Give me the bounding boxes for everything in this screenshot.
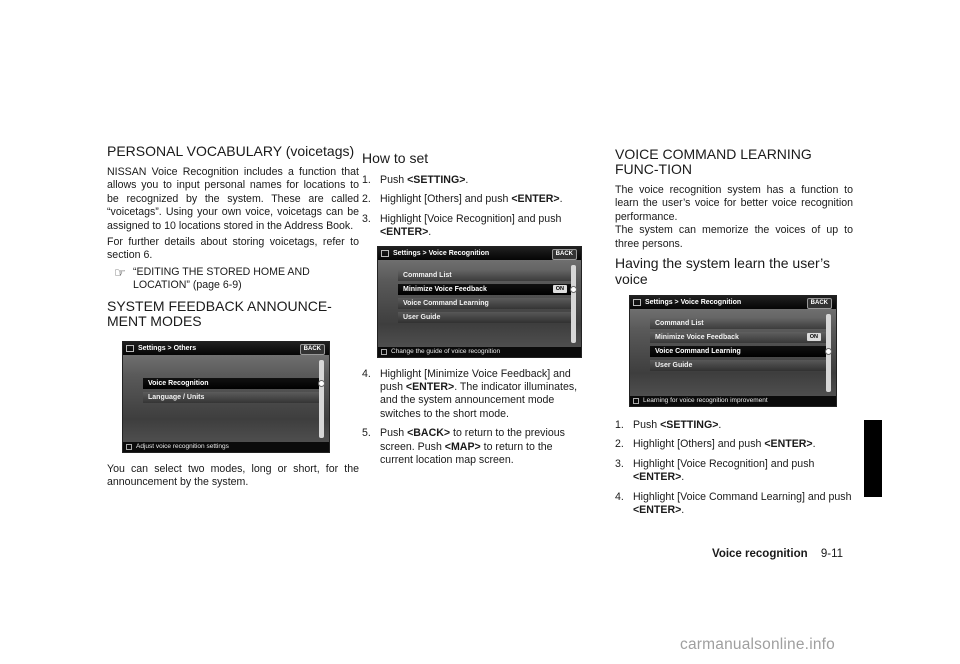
section-name: Voice recognition: [712, 548, 808, 560]
key-map: <MAP>: [444, 440, 481, 453]
screen-footer: [630, 396, 836, 406]
key-setting: <SETTING>: [407, 174, 466, 186]
menu-item-minimize-voice-feedback[interactable]: Minimize Voice Feedback ON: [650, 332, 827, 343]
key-enter: <ENTER>: [633, 471, 682, 484]
paragraph-details: For further details about storing voicetags, refer to section 6.: [107, 236, 359, 262]
heading-personal-vocabulary: PERSONAL VOCABULARY (voicetags): [107, 143, 355, 159]
screen-header: [630, 296, 836, 309]
cross-reference-text: “EDITING THE STORED HOME AND LOCATION” (page 6-9): [133, 265, 310, 292]
menu-item-voice-command-learning[interactable]: Voice Command Learning: [398, 298, 573, 309]
key-enter: <ENTER>: [764, 438, 813, 451]
menu-item-user-guide[interactable]: User Guide: [650, 360, 827, 371]
step-1: 1. Push <SETTING>.: [362, 174, 469, 186]
scrollbar[interactable]: [571, 265, 576, 343]
screen-footer-text: Learning for voice recognition improvement: [643, 397, 768, 405]
key-enter: <ENTER>: [511, 193, 560, 206]
steps-list-learning: [615, 419, 853, 517]
watermark: carmanualsonline.info: [680, 636, 835, 653]
on-indicator: ON: [807, 333, 821, 341]
cross-reference: [107, 266, 359, 293]
screenshot-voice-command-learning: [629, 295, 837, 407]
step-1: 1. Push <SETTING>.: [615, 419, 722, 432]
info-icon: [126, 444, 132, 450]
page-number: 9-11: [820, 548, 844, 560]
paragraph-learning-function: The voice recognition system has a function to learn the user’s voice for better voice recognition performance.: [615, 184, 853, 223]
info-icon: [633, 398, 639, 404]
column-right: [615, 147, 853, 523]
key-enter: <ENTER>: [633, 504, 682, 517]
heading-learn-voice: Having the system learn the user’s voice: [615, 255, 831, 288]
menu-item-command-list[interactable]: Command List: [398, 270, 573, 281]
screen-header: [123, 342, 329, 355]
back-button[interactable]: BACK: [300, 344, 325, 355]
heading-how-to-set: How to set: [362, 150, 429, 166]
menu-item-minimize-voice-feedback[interactable]: Minimize Voice Feedback ON: [398, 284, 573, 295]
info-icon: [381, 349, 387, 355]
menu-icon: [126, 345, 134, 352]
reference-arrow-icon: ☞: [114, 264, 126, 280]
heading-feedback-modes: SYSTEM FEEDBACK ANNOUNCE-MENT MODES: [107, 297, 332, 329]
menu-icon: [633, 299, 641, 306]
step-2: 2. Highlight [Others] and push <ENTER>.: [615, 438, 816, 451]
paragraph-memorize: The system can memorize the voices of up to three persons.: [615, 224, 853, 250]
menu-item-user-guide[interactable]: User Guide: [398, 312, 573, 323]
page-footer: [712, 547, 843, 561]
key-enter: <ENTER>: [380, 226, 429, 239]
back-button[interactable]: BACK: [807, 298, 832, 309]
screen-header: [378, 247, 581, 260]
paragraph-modes: You can select two modes, long or short, for the announcement by the system.: [107, 462, 359, 489]
key-back: <BACK>: [407, 427, 451, 440]
screen-footer: [378, 347, 581, 357]
step-3: 3. Highlight [Voice Recognition] and push <ENTER>.: [615, 457, 815, 484]
step-3: 3. Highlight [Voice Recognition] and push <ENTER>.: [362, 212, 562, 239]
screen-breadcrumb: Settings > Voice Recognition: [393, 249, 490, 257]
step-5: 5. Push <BACK> to return to the previous screen. Push <MAP> to return to the current location map screen.: [362, 427, 565, 467]
scroll-knob[interactable]: [825, 348, 832, 355]
menu-item-voice-recognition[interactable]: Voice Recognition: [143, 378, 323, 389]
menu-item-language-units[interactable]: Language / Units: [143, 392, 323, 403]
steps-list: [362, 174, 584, 240]
screenshot-settings-others: [122, 341, 330, 453]
step-4: 4. Highlight [Minimize Voice Feedback] and push <ENTER>. The indicator illuminates, and the system announcement mode switches to the short mode.: [362, 367, 578, 420]
screen-breadcrumb: Settings > Others: [138, 344, 197, 352]
menu-item-voice-command-learning[interactable]: Voice Command Learning: [650, 346, 827, 357]
column-middle: [362, 150, 584, 473]
screen-footer-text: Adjust voice recognition settings: [136, 442, 229, 450]
scroll-knob[interactable]: [318, 380, 325, 387]
screenshot-voice-recognition-feedback: [377, 246, 582, 358]
key-enter: <ENTER>: [405, 381, 455, 394]
section-tab-marker: [864, 420, 882, 497]
paragraph-personal-vocabulary: NISSAN Voice Recognition includes a function that allows you to input personal names for locations to be recognized by the system. These are called “voicetags”. Using your own voice, voicetags can be assigned to 10 locations stored in the Address Book.: [107, 166, 359, 232]
scrollbar[interactable]: [319, 360, 324, 438]
on-indicator: ON: [553, 285, 567, 293]
menu-icon: [381, 250, 389, 257]
heading-voice-command-learning: VOICE COMMAND LEARNING FUNC-TION: [615, 146, 812, 177]
step-4: 4. Highlight [Voice Command Learning] and push <ENTER>.: [615, 490, 852, 517]
key-setting: <SETTING>: [660, 419, 719, 432]
screen-footer-text: Change the guide of voice recognition: [391, 347, 501, 355]
scroll-knob[interactable]: [570, 286, 577, 293]
column-left: [107, 144, 359, 492]
back-button[interactable]: BACK: [552, 249, 577, 260]
menu-item-command-list[interactable]: Command List: [650, 318, 827, 329]
screen-breadcrumb: Settings > Voice Recognition: [645, 299, 742, 307]
screen-footer: [123, 442, 329, 452]
steps-list-continued: [362, 368, 584, 468]
step-2: 2. Highlight [Others] and push <ENTER>.: [362, 193, 563, 206]
